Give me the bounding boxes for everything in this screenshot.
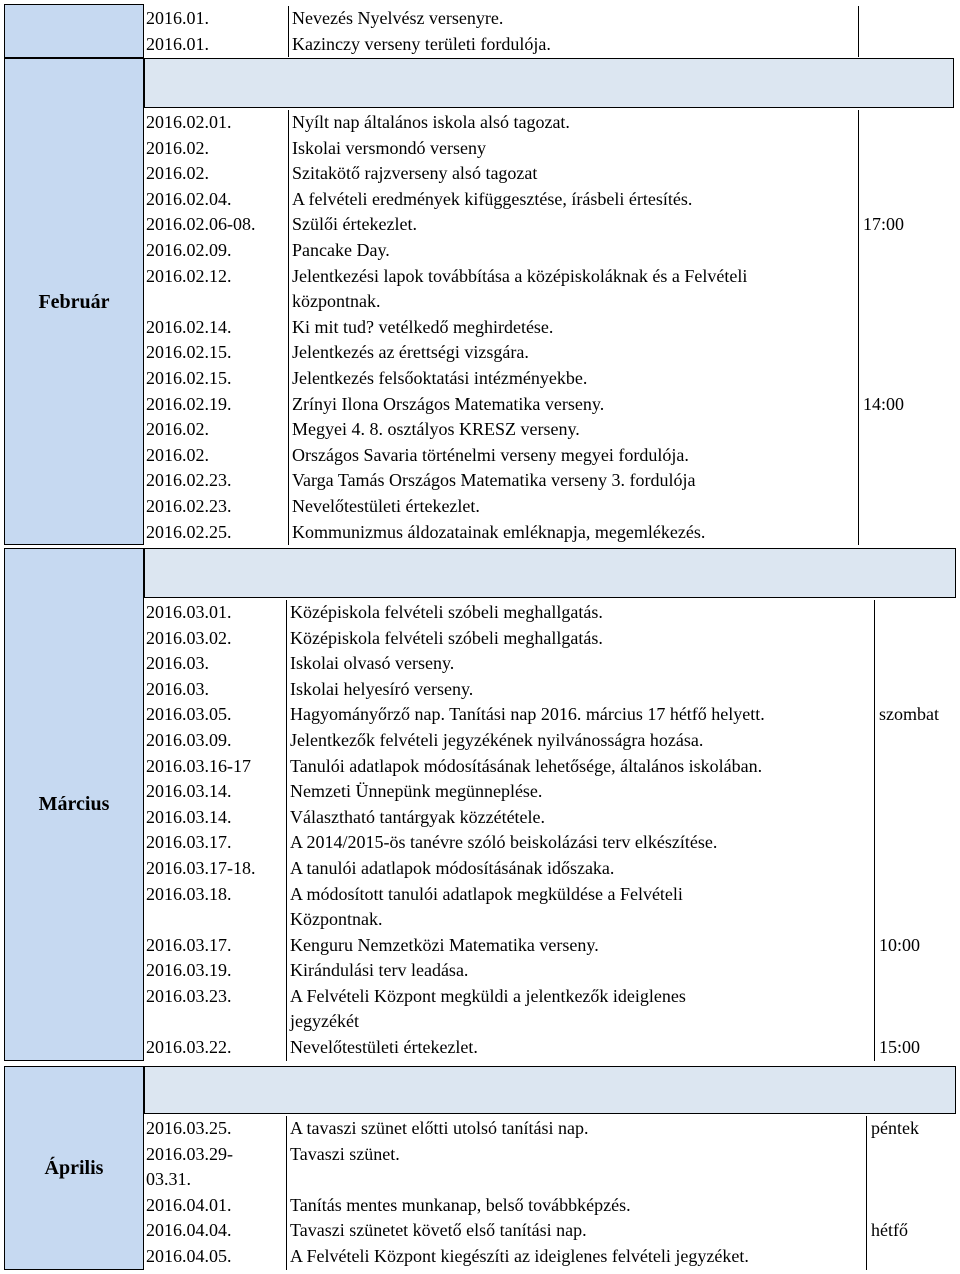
event-text-cont: Központnak. — [290, 908, 383, 929]
event-text: A módosított tanulói adatlapok megküldése a Felvételi — [290, 883, 683, 904]
event-text: Megyei 4. 8. osztályos KRESZ verseny. — [292, 419, 580, 440]
date-cell — [146, 187, 288, 213]
date-text: 2016.01. — [146, 33, 209, 54]
date-text: 2016.03.18. — [146, 883, 232, 904]
event-cell — [286, 958, 875, 984]
extra-cell — [858, 32, 952, 58]
date-cell — [146, 264, 288, 315]
date-text: 2016.03.29- — [146, 1143, 233, 1164]
date-text: 2016.02. — [146, 419, 209, 440]
event-cell — [286, 805, 875, 831]
extra-cell: 14:00 — [858, 392, 952, 418]
extra-cell: péntek — [866, 1116, 954, 1142]
event-text: Országos Savaria történelmi verseny megyei fordulója. — [292, 444, 689, 465]
date-cell — [146, 443, 288, 469]
date-text: 2016.03.25. — [146, 1118, 232, 1138]
table-row — [146, 754, 954, 780]
date-cell — [146, 392, 288, 418]
extra-cell — [874, 984, 954, 1035]
date-text: 2016.02.01. — [146, 112, 232, 132]
date-cell — [146, 212, 288, 238]
extra-cell — [858, 238, 952, 264]
table-row — [146, 366, 952, 392]
event-text: Nemzeti Ünnepünk megünneplése. — [290, 781, 543, 802]
date-text: 2016.04.01. — [146, 1194, 232, 1215]
date-cell — [146, 315, 288, 341]
extra-cell: 15:00 — [874, 1035, 954, 1061]
date-text: 2016.02.09. — [146, 240, 232, 260]
event-cell — [288, 161, 859, 187]
extra-cell — [874, 882, 954, 933]
event-cell — [288, 6, 859, 32]
table-row — [146, 1142, 954, 1193]
event-cell — [288, 110, 859, 136]
event-cell — [288, 520, 859, 546]
extra-cell — [858, 264, 952, 315]
date-text-cont: 03.31. — [146, 1168, 191, 1189]
table-row — [146, 494, 952, 520]
event-cell — [286, 600, 875, 626]
date-cell — [146, 468, 288, 494]
extra-cell: szombat — [874, 702, 954, 728]
date-text: 2016.03.19. — [146, 960, 232, 981]
event-cell — [286, 702, 875, 728]
month-column — [4, 548, 144, 1061]
table-row — [146, 1244, 954, 1270]
date-text: 2016.03.22. — [146, 1037, 232, 1058]
event-text: Tanítás mentes munkanap, belső továbbképzés. — [290, 1194, 631, 1215]
event-cell — [286, 830, 875, 856]
extra-cell — [874, 626, 954, 652]
event-cell — [288, 212, 859, 238]
table-row — [146, 468, 952, 494]
extra-cell — [858, 417, 952, 443]
extra-cell — [874, 728, 954, 754]
date-cell — [146, 161, 288, 187]
event-cell — [286, 856, 875, 882]
event-cell — [286, 651, 875, 677]
table-row — [146, 238, 952, 264]
event-text: Kommunizmus áldozatainak emléknapja, megemlékezés. — [292, 521, 706, 542]
date-cell — [146, 1193, 286, 1219]
table-row — [146, 161, 952, 187]
table-row — [146, 677, 954, 703]
event-cell — [288, 340, 859, 366]
event-cell — [286, 1142, 867, 1193]
event-cell — [288, 136, 859, 162]
date-text: 2016.02.15. — [146, 368, 232, 388]
table-row — [146, 187, 952, 213]
date-cell — [146, 882, 286, 933]
event-cell — [286, 1035, 875, 1061]
date-text: 2016.03.01. — [146, 602, 232, 622]
event-cell — [288, 366, 859, 392]
table-row — [146, 626, 954, 652]
date-cell — [146, 494, 288, 520]
event-cell — [288, 32, 859, 58]
event-cell — [286, 882, 875, 933]
date-cell — [146, 6, 288, 32]
table-row — [146, 728, 954, 754]
event-cell — [288, 417, 859, 443]
extra-cell: hétfő — [866, 1218, 954, 1244]
date-cell — [146, 651, 286, 677]
date-cell — [146, 830, 286, 856]
date-cell — [146, 677, 286, 703]
table-row — [146, 136, 952, 162]
extra-cell — [874, 754, 954, 780]
event-text: A Felvételi Központ megküldi a jelentkezők ideiglenes — [290, 986, 686, 1006]
table-row — [146, 1035, 954, 1061]
extra-cell: 10:00 — [874, 933, 954, 959]
date-text: 2016.02.12. — [146, 265, 232, 286]
event-text: Varga Tamás Országos Matematika verseny 3. fordulója — [292, 470, 696, 491]
table-row — [146, 702, 954, 728]
event-cell — [288, 238, 859, 264]
date-text: 2016.02.14. — [146, 316, 232, 337]
table-row — [146, 779, 954, 805]
date-text: 2016.02.19. — [146, 393, 232, 414]
date-cell — [146, 1116, 286, 1142]
table-row — [146, 6, 952, 32]
table-row — [146, 32, 952, 58]
extra-cell — [874, 651, 954, 677]
extra-cell — [866, 1193, 954, 1219]
event-text: Hagyományőrző nap. Tanítási nap 2016. március 17 hétfő helyett. — [290, 704, 765, 725]
event-text: Szitakötő rajzverseny alsó tagozat — [292, 163, 538, 184]
month-label: Április — [44, 1156, 104, 1179]
extra-cell — [858, 494, 952, 520]
extra-cell — [874, 958, 954, 984]
date-text: 2016.03.14. — [146, 781, 232, 802]
date-text: 2016.03.16-17 — [146, 755, 251, 776]
table-row — [146, 882, 954, 933]
event-text: Nyílt nap általános iskola alsó tagozat. — [292, 112, 570, 132]
date-text: 2016.03. — [146, 678, 209, 699]
date-cell — [146, 1035, 286, 1061]
event-text: Jelentkezési lapok továbbítása a középiskoláknak és a Felvételi — [292, 265, 748, 286]
month-label: Február — [38, 290, 110, 313]
date-text: 2016.03. — [146, 653, 209, 674]
event-text: A tanulói adatlapok módosításának időszaka. — [290, 858, 615, 878]
table-row — [146, 1193, 954, 1219]
event-cell — [288, 468, 859, 494]
extra-cell — [858, 6, 952, 32]
table-row — [146, 856, 954, 882]
date-cell — [146, 340, 288, 366]
section-separator — [144, 1066, 956, 1114]
event-cell — [286, 754, 875, 780]
date-cell — [146, 933, 286, 959]
event-cell — [288, 187, 859, 213]
event-text: Pancake Day. — [292, 240, 390, 260]
event-text: A Felvételi Központ kiegészíti az ideiglenes felvételi jegyzéket. — [290, 1246, 749, 1266]
event-text: Tanulói adatlapok módosításának lehetősége, általános iskolában. — [290, 755, 763, 776]
event-cell — [286, 1244, 867, 1270]
event-cell — [288, 443, 859, 469]
event-text: Nevelőtestületi értekezlet. — [290, 1037, 478, 1058]
date-cell — [146, 417, 288, 443]
extra-cell — [858, 443, 952, 469]
table-row — [146, 520, 952, 546]
table-row — [146, 392, 952, 418]
month-label: Március — [38, 793, 110, 816]
date-text: 2016.04.05. — [146, 1246, 232, 1266]
date-cell — [146, 32, 288, 58]
table-row — [146, 984, 954, 1035]
event-text: Tavaszi szünet. — [290, 1143, 400, 1164]
date-cell — [146, 238, 288, 264]
extra-cell: 17:00 — [858, 212, 952, 238]
date-cell — [146, 1218, 286, 1244]
event-cell — [286, 626, 875, 652]
table-row — [146, 315, 952, 341]
date-text: 2016.03.05. — [146, 704, 232, 725]
date-text: 2016.02.23. — [146, 470, 232, 491]
event-text: Kazinczy verseny területi fordulója. — [292, 33, 551, 54]
date-cell — [146, 779, 286, 805]
section-separator — [144, 548, 956, 598]
date-cell — [146, 366, 288, 392]
event-cell — [286, 1116, 867, 1142]
event-text-cont: központnak. — [292, 290, 381, 311]
date-text: 2016.03.17. — [146, 832, 232, 853]
event-text: Tavaszi szünetet követő első tanítási nap. — [290, 1220, 587, 1241]
extra-cell — [858, 468, 952, 494]
table-row — [146, 1116, 954, 1142]
date-text: 2016.02. — [146, 163, 209, 184]
extra-cell — [874, 779, 954, 805]
event-cell — [288, 494, 859, 520]
extra-cell — [874, 830, 954, 856]
date-text: 2016.03.17. — [146, 934, 232, 955]
date-cell — [146, 805, 286, 831]
event-text: Középiskola felvételi szóbeli meghallgatás. — [290, 627, 603, 648]
date-cell — [146, 600, 286, 626]
event-text: Jelentkezés felsőoktatási intézményekbe. — [292, 368, 588, 388]
extra-cell — [858, 340, 952, 366]
event-text: A tavaszi szünet előtti utolsó tanítási nap. — [290, 1118, 589, 1138]
table-row — [146, 212, 952, 238]
section-separator — [144, 58, 954, 108]
date-text: 2016.03.02. — [146, 627, 232, 648]
table-row — [146, 443, 952, 469]
extra-cell — [858, 520, 952, 546]
extra-cell — [858, 187, 952, 213]
date-cell — [146, 136, 288, 162]
date-text: 2016.02.25. — [146, 521, 232, 542]
event-text: A 2014/2015-ös tanévre szóló beiskolázási terv elkészítése. — [290, 832, 718, 853]
event-cell — [286, 728, 875, 754]
table-row — [146, 1218, 954, 1244]
date-cell — [146, 1142, 286, 1193]
extra-cell — [866, 1244, 954, 1270]
event-text: A felvételi eredmények kifüggesztése, írásbeli értesítés. — [292, 188, 693, 209]
date-text: 2016.02.04. — [146, 188, 232, 209]
extra-cell — [858, 315, 952, 341]
date-cell — [146, 1244, 286, 1270]
date-text: 2016.02. — [146, 137, 209, 158]
extra-cell — [858, 366, 952, 392]
month-column-january — [4, 4, 144, 58]
event-text: Nevelőtestületi értekezlet. — [292, 496, 480, 516]
month-column — [4, 58, 144, 545]
event-text: Iskolai helyesíró verseny. — [290, 678, 474, 699]
event-cell — [288, 392, 859, 418]
event-text: Szülői értekezlet. — [292, 214, 417, 235]
table-row — [146, 933, 954, 959]
date-text: 2016.02.23. — [146, 496, 232, 516]
date-text: 2016.02.15. — [146, 342, 232, 363]
date-cell — [146, 626, 286, 652]
event-cell — [288, 315, 859, 341]
date-text: 2016.03.09. — [146, 730, 232, 750]
event-cell — [288, 264, 859, 315]
extra-cell — [874, 677, 954, 703]
extra-cell — [858, 161, 952, 187]
table-row — [146, 958, 954, 984]
date-text: 2016.02. — [146, 444, 209, 465]
date-text: 2016.01. — [146, 8, 209, 28]
event-cell — [286, 1218, 867, 1244]
event-text: Iskolai olvasó verseny. — [290, 653, 455, 674]
table-row — [146, 110, 952, 136]
table-row — [146, 830, 954, 856]
event-cell — [286, 984, 875, 1035]
extra-cell — [874, 856, 954, 882]
date-cell — [146, 958, 286, 984]
date-text: 2016.03.14. — [146, 806, 232, 827]
extra-cell — [874, 600, 954, 626]
event-text-cont: jegyzékét — [290, 1011, 359, 1031]
event-text: Középiskola felvételi szóbeli meghallgatás. — [290, 602, 603, 622]
event-text: Kirándulási terv leadása. — [290, 960, 469, 981]
table-row — [146, 651, 954, 677]
date-text: 2016.04.04. — [146, 1220, 232, 1241]
date-text: 2016.02.06-08. — [146, 214, 256, 235]
date-cell — [146, 728, 286, 754]
event-text: Iskolai versmondó verseny — [292, 137, 486, 158]
event-text: Jelentkezők felvételi jegyzékének nyilvánosságra hozása. — [290, 730, 704, 750]
extra-cell — [858, 110, 952, 136]
event-cell — [286, 779, 875, 805]
event-text: Jelentkezés az érettségi vizsgára. — [292, 342, 529, 363]
table-row — [146, 805, 954, 831]
event-text: Kenguru Nemzetközi Matematika verseny. — [290, 934, 599, 955]
event-cell — [286, 933, 875, 959]
event-cell — [286, 1193, 867, 1219]
date-cell — [146, 520, 288, 546]
table-row — [146, 264, 952, 315]
extra-cell — [858, 136, 952, 162]
event-text: Választható tantárgyak közzététele. — [290, 806, 546, 827]
date-cell — [146, 856, 286, 882]
month-column — [4, 1066, 144, 1270]
date-text: 2016.03.17-18. — [146, 858, 256, 878]
table-row — [146, 600, 954, 626]
table-row — [146, 417, 952, 443]
date-cell — [146, 702, 286, 728]
date-text: 2016.03.23. — [146, 986, 232, 1006]
extra-cell — [866, 1142, 954, 1193]
date-cell — [146, 754, 286, 780]
event-text: Zrínyi Ilona Országos Matematika verseny. — [292, 393, 605, 414]
event-text: Ki mit tud? vetélkedő meghirdetése. — [292, 316, 554, 337]
date-cell — [146, 984, 286, 1035]
event-text: Nevezés Nyelvész versenyre. — [292, 8, 504, 28]
event-cell — [286, 677, 875, 703]
table-row — [146, 340, 952, 366]
date-cell — [146, 110, 288, 136]
extra-cell — [874, 805, 954, 831]
